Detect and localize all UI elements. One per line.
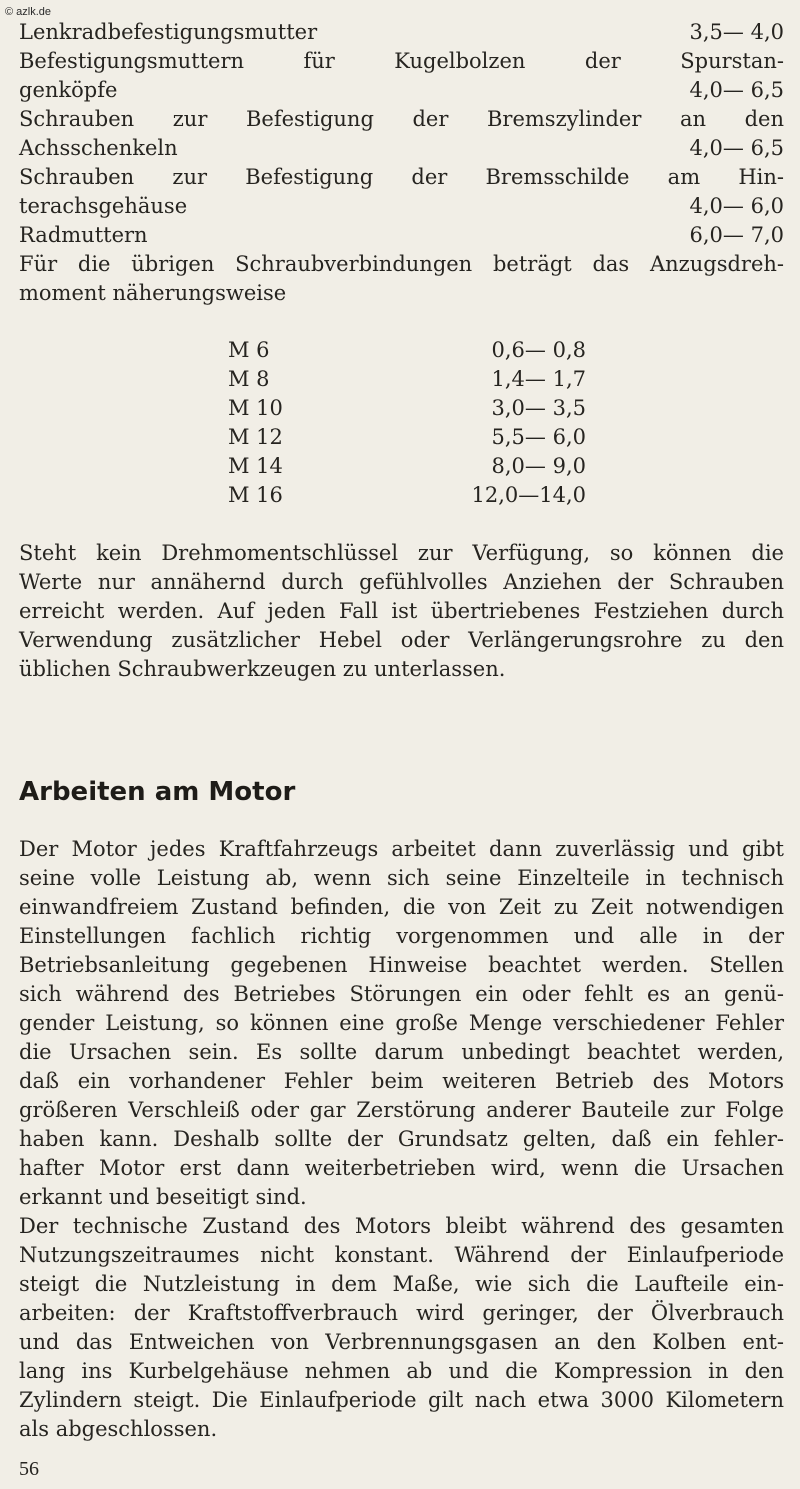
watermark: © azlk.de	[5, 6, 52, 18]
table-row	[0, 394, 800, 423]
intro-line: moment näherungsweise	[19, 281, 287, 305]
text-line: erkannt und beseitigt sind.	[19, 1185, 307, 1209]
text-line: und das Entweichen von Verbrennungsgasen an den Kolben ent-	[19, 1330, 784, 1354]
text-line: daß ein vorhandener Fehler beim weiteren Betrieb des Motors	[19, 1069, 784, 1093]
table-row	[0, 423, 800, 452]
text-line: gender Leistung, so können eine große Menge verschiedener Fehler	[19, 1011, 784, 1035]
torque-value: 4,0— 6,5	[689, 78, 784, 102]
torque-label: Lenkradbefestigungsmutter	[19, 20, 318, 44]
text-line: Steht kein Drehmomentschlüssel zur Verfügung, so können die	[19, 541, 784, 565]
text-line: seine volle Leistung ab, wenn sich seine Einzelteile in technisch	[19, 866, 784, 890]
text-line: als abgeschlossen.	[19, 1417, 218, 1441]
torque-row	[19, 134, 784, 163]
torque-label: terachsgehäuse	[19, 194, 188, 218]
torque-value: 6,0— 7,0	[689, 223, 784, 247]
thread-size: M 12	[228, 425, 283, 449]
torque-label: Achsschenkeln	[19, 136, 178, 160]
table-row	[0, 336, 800, 365]
text-line: Einstellungen fachlich richtig vorgenommen und alle in der	[19, 924, 784, 948]
text-line: einwandfreiem Zustand befinden, die von Zeit zu Zeit notwendigen	[19, 895, 784, 919]
torque-label: Schrauben zur Befestigung der Bremsschilde am Hin-	[19, 165, 784, 189]
text-line: die Ursachen sein. Es sollte darum unbedingt beachtet werden,	[19, 1040, 784, 1064]
thread-size: M 8	[228, 367, 270, 391]
thread-torque: 5,5— 6,0	[491, 425, 586, 449]
page-number: 56	[19, 1458, 39, 1480]
table-row	[0, 481, 800, 510]
torque-label: Befestigungsmuttern für Kugelbolzen der Spurstan-	[19, 49, 784, 73]
torque-row	[19, 76, 784, 105]
thread-torque: 3,0— 3,5	[491, 396, 586, 420]
text-line: hafter Motor erst dann weiterbetrieben wird, wenn die Ursachen	[19, 1156, 784, 1180]
thread-torque: 0,6— 0,8	[491, 338, 586, 362]
text-line: arbeiten: der Kraftstoffverbrauch wird geringer, der Ölverbrauch	[19, 1301, 784, 1325]
text-line: erreicht werden. Auf jeden Fall ist übertriebenes Festziehen durch	[19, 599, 784, 623]
thread-torque: 12,0—14,0	[471, 483, 586, 507]
text-line: Verwendung zusätzlicher Hebel oder Verlängerungsrohre zu den	[19, 628, 784, 652]
intro-line: Für die übrigen Schraubverbindungen beträgt das Anzugsdreh-	[19, 252, 784, 276]
torque-label: Schrauben zur Befestigung der Bremszylinder an den	[19, 107, 784, 131]
table-row	[0, 365, 800, 394]
section-heading: Arbeiten am Motor	[19, 777, 296, 807]
text-line: Der Motor jedes Kraftfahrzeugs arbeitet dann zuverlässig und gibt	[19, 837, 784, 861]
thread-torque: 8,0— 9,0	[491, 454, 586, 478]
torque-row	[19, 18, 784, 47]
text-line: Zylindern steigt. Die Einlaufperiode gilt nach etwa 3000 Kilometern	[19, 1388, 784, 1412]
text-line: sich während des Betriebes Störungen ein oder fehlt es an genü-	[19, 982, 784, 1006]
torque-value: 4,0— 6,5	[689, 136, 784, 160]
thread-size: M 6	[228, 338, 270, 362]
thread-size: M 10	[228, 396, 283, 420]
text-line: lang ins Kurbelgehäuse nehmen ab und die Kompression in den	[19, 1359, 784, 1383]
thread-size: M 14	[228, 454, 283, 478]
text-line: üblichen Schraubwerkzeugen zu unterlassen.	[19, 657, 506, 681]
text-line: Betriebsanleitung gegebenen Hinweise beachtet werden. Stellen	[19, 953, 784, 977]
text-line: steigt die Nutzleistung in dem Maße, wie sich die Laufteile ein-	[19, 1272, 784, 1296]
torque-value: 4,0— 6,0	[689, 194, 784, 218]
text-line: Der technische Zustand des Motors bleibt während des gesamten	[19, 1214, 784, 1238]
thread-size: M 16	[228, 483, 283, 507]
torque-label: genköpfe	[19, 78, 118, 102]
thread-torque: 1,4— 1,7	[491, 367, 586, 391]
text-line: größeren Verschleiß oder gar Zerstörung anderer Bauteile zur Folge	[19, 1098, 784, 1122]
torque-label: Radmuttern	[19, 223, 148, 247]
torque-value: 3,5— 4,0	[689, 20, 784, 44]
torque-row	[19, 192, 784, 221]
text-line: Nutzungszeitraumes nicht konstant. Während der Einlaufperiode	[19, 1243, 784, 1267]
text-line: haben kann. Deshalb sollte der Grundsatz gelten, daß ein fehler-	[19, 1127, 784, 1151]
table-row	[0, 452, 800, 481]
torque-row	[19, 221, 784, 250]
text-line: Werte nur annähernd durch gefühlvolles Anziehen der Schrauben	[19, 570, 784, 594]
